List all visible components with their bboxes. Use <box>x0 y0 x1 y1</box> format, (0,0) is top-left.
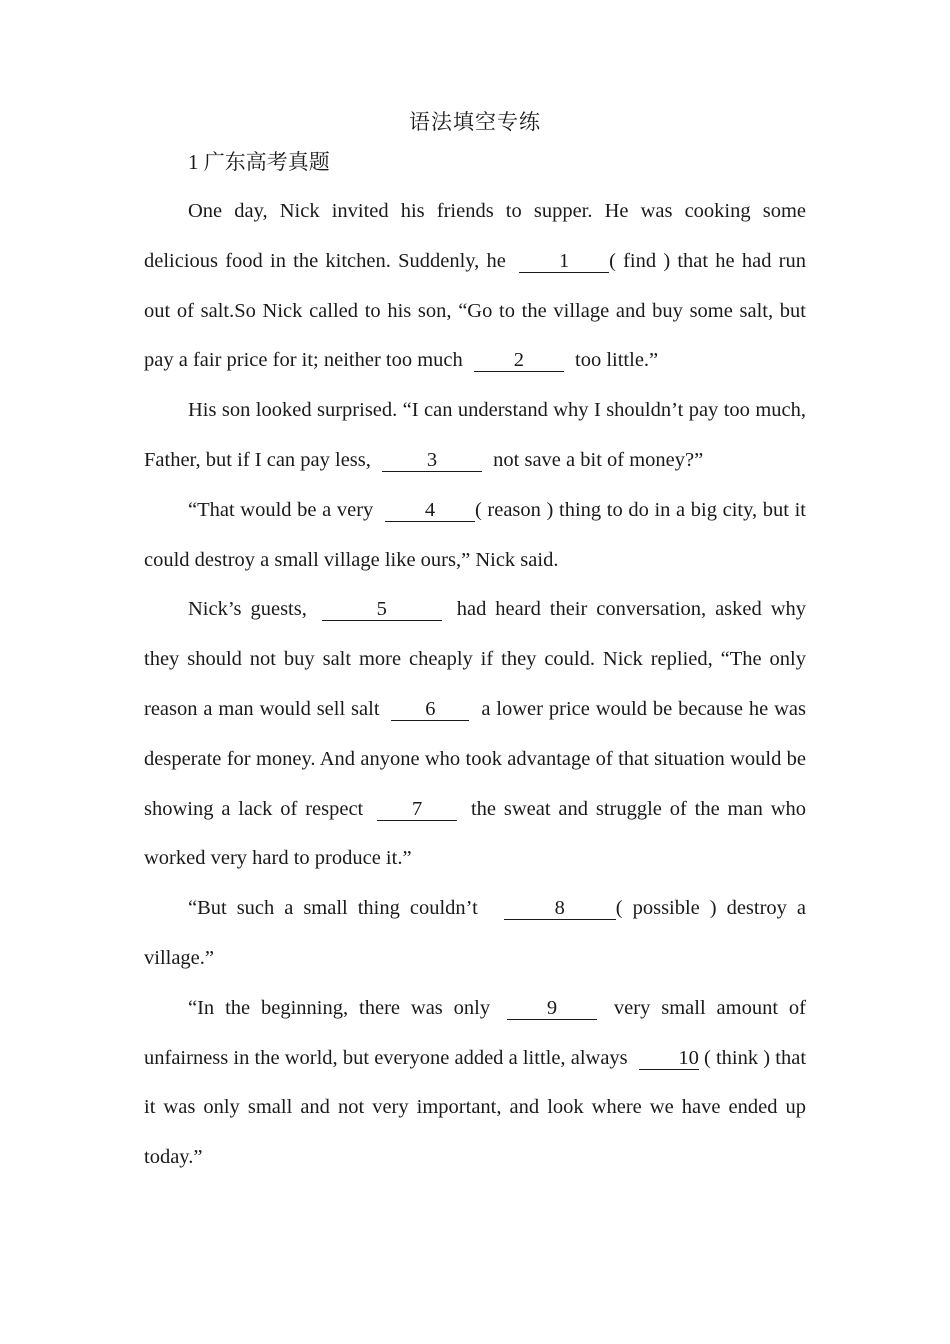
blank-2: 2 <box>474 349 564 372</box>
paragraph-text: ( possible ) destroy a village.” <box>144 897 806 969</box>
paragraph-text: not save a bit of money?” <box>493 448 704 471</box>
paragraph-text: ( think ) that it was only small and not very important, and look where we have ended up today.” <box>144 1046 807 1169</box>
paragraph-5 <box>144 884 806 984</box>
paragraph-text: had heard their conversation, asked why they should not buy salt more cheaply if they could. Nick replied, “The only reason a man would sell salt <box>144 598 807 720</box>
paragraph-3 <box>144 486 806 586</box>
blank-1: 1 <box>519 250 609 273</box>
paragraph-text: ( find ) that he had run out of salt.So Nick called to his son, “Go to the village and buy some salt, but pay a fair price for it; neither too much <box>144 249 806 372</box>
blank-10: 10 <box>639 1047 699 1070</box>
section-subtitle: 1 广东高考真题 <box>188 150 330 174</box>
page-title: 语法填空专练 <box>409 110 541 134</box>
paragraph-text: His son looked surprised. “I can understand why I shouldn’t pay too much, Father, but if I can pay less, <box>144 399 806 471</box>
blank-9: 9 <box>507 997 597 1020</box>
blank-8: 8 <box>504 897 616 920</box>
paragraph-2 <box>144 386 806 486</box>
paragraph-text: One day, Nick invited his friends to supper. He was cooking some delicious food in the kitchen. Suddenly, he <box>144 200 806 272</box>
paragraph-text: “But such a small thing couldn’t <box>188 897 478 920</box>
blank-3: 3 <box>382 449 482 472</box>
paragraph-text: too little.” <box>575 349 659 372</box>
blank-6: 6 <box>391 698 469 721</box>
paragraph-text: “In the beginning, there was only <box>188 996 491 1019</box>
paragraph-6 <box>144 984 806 1183</box>
paragraph-1 <box>144 187 806 386</box>
blank-5: 5 <box>322 598 442 621</box>
blank-7: 7 <box>377 798 457 821</box>
paragraph-text: a lower price would be because he was desperate for money. And anyone who took advantage of that situation would be showing a lack of respect <box>144 697 806 820</box>
paragraph-text: ( reason ) thing to do in a big city, but it could destroy a small village like ours,” Nick said. <box>144 498 806 571</box>
paragraph-text: Nick’s guests, <box>188 598 307 621</box>
paragraph-text: very small amount of unfairness in the world, but everyone added a little, always <box>144 996 807 1069</box>
paragraph-text: “That would be a very <box>188 498 374 521</box>
blank-4: 4 <box>385 499 475 522</box>
paragraph-text: the sweat and struggle of the man who worked very hard to produce it.” <box>144 797 807 870</box>
passage <box>144 187 806 1183</box>
paragraph-4 <box>144 585 806 884</box>
